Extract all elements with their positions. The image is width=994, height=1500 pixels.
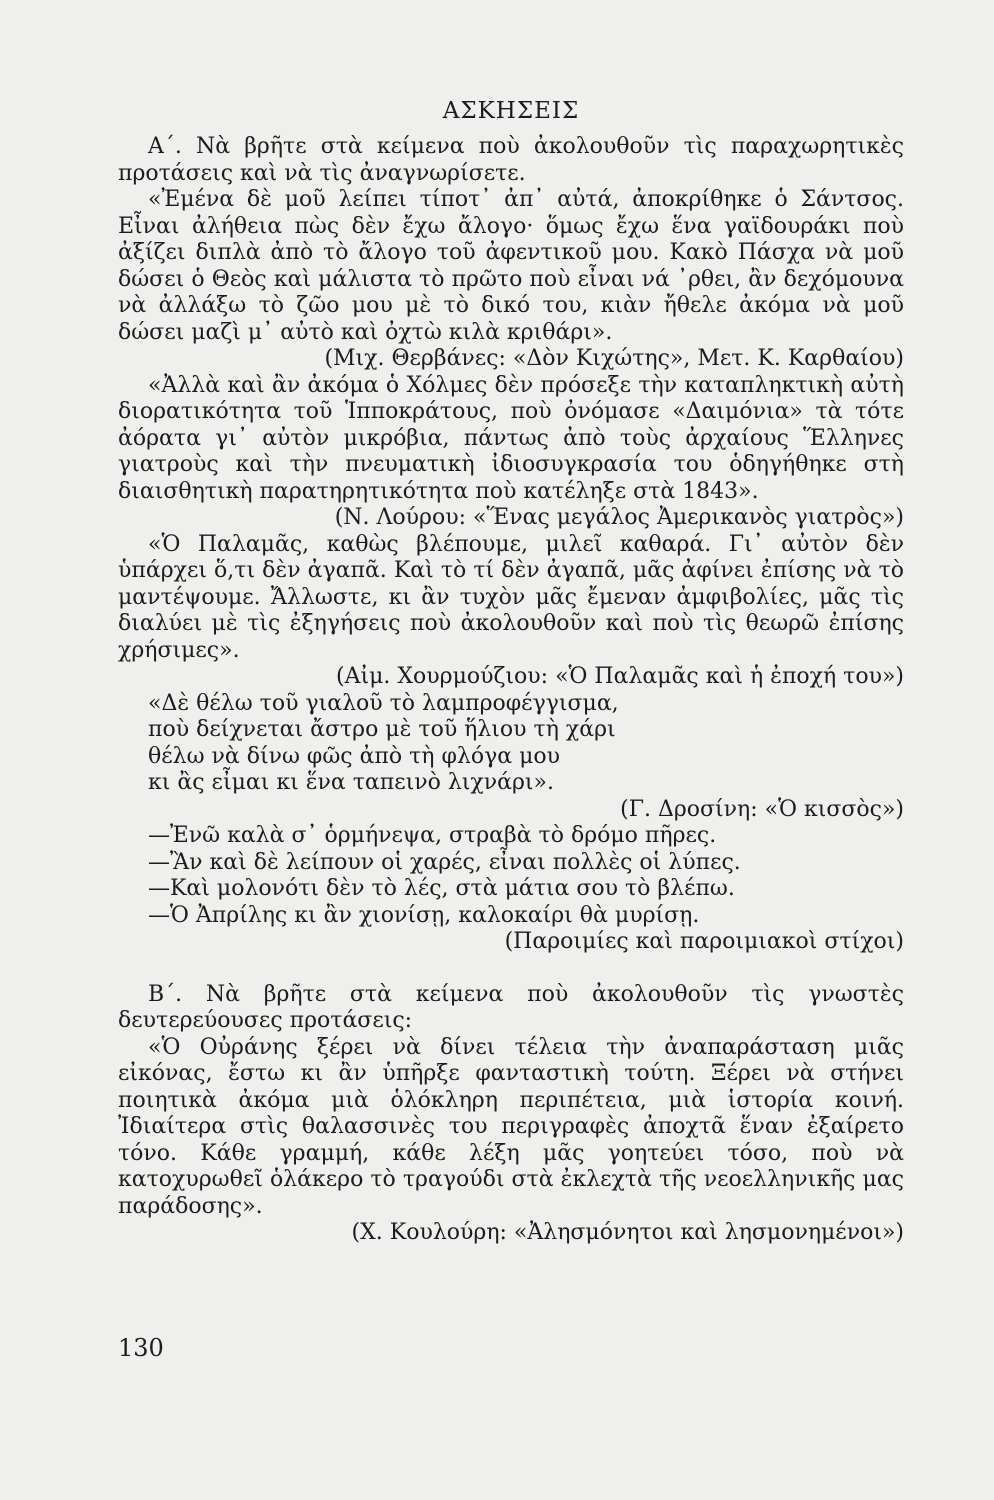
- proverb-line: —Καὶ μολονότι δὲν τὸ λές, στὰ μάτια σου τὸ βλέπω.: [148, 876, 735, 901]
- proverb-line: —Ὁ Ἀπρίλης κι ἂν χιονίσῃ, καλοκαίρι θὰ μυρίσῃ.: [148, 902, 700, 928]
- section-spacer: [118, 956, 904, 982]
- verse-line: κι ἂς εἶμαι κι ἕνα ταπεινὸ λιχνάρι».: [148, 770, 555, 795]
- exercise-a-quote-louros: «Ἀλλὰ καὶ ἂν ἀκόμα ὁ Χόλμες δὲν πρόσεξε τὴν καταπληκτικὴ αὐτὴ διορατικότητα τοῦ Ἱπποκράτους, ποὺ ὀνόμασε «Δαιμόνια» τὰ τότε ἀόρατα γι᾽ αὐτὸν μικρόβια, πάντως ἀπὸ τοὺς ἀρχαίους Ἕλληνες γιατροὺς καὶ τὴν πνευματικὴ ἰδιοσυγκρασία του ὁδηγήθηκε στὴ διαισθητικὴ παρατηρητικότητα ποὺ κατέληξε στὰ 1843».: [118, 372, 904, 504]
- exercise-a-instruction: Α΄. Νὰ βρῆτε στὰ κείμενα ποὺ ἀκολουθοῦν τὶς παραχωρητικὲς προτάσεις καὶ νὰ τὶς ἀναγνωρίσετε.: [118, 134, 904, 186]
- exercise-a-quote-chourmouzios: «Ὁ Παλαμᾶς, καθὼς βλέπουμε, μιλεῖ καθαρά. Γι᾽ αὐτὸν δὲν ὑπάρχει ὅ,τι δὲν ἀγαπᾶ. Καὶ τὸ τί δὲν ἀγαπᾶ, μᾶς ἀφίνει ἐπίσης νὰ τὸ μαντέψουμε. Ἄλλωστε, κι ἂν τυχὸν μᾶς ἔμεναν ἀμφιβολίες, μᾶς τὶς διαλύει μὲ τὶς ἐξηγήσεις ποὺ ἀκολουθοῦν καὶ ποὺ τὶς θεωρῶ ἐπίσης χρήσιμες».: [118, 531, 904, 663]
- exercise-b-quote-ouranis: «Ὁ Οὐράνης ξέρει νὰ δίνει τέλεια τὴν ἀναπαράσταση μιᾶς εἰκόνας, ἔστω κι ἂν ὑπῆρξε φανταστικὴ τούτη. Ξέρει νὰ στήνει ποιητικὰ ἀκόμα μιὰ ὁλόκληρη περιπέτεια, μιὰ ἱστορία κοινή. Ἰδιαίτερα στὶς θαλασσινὲς του περιγραφὲς ἀποχτᾶ ἕναν ἐξαίρετο τόνο. Κάθε γραμμή, κάθε λέξη μᾶς γοητεύει τόσο, ποὺ νὰ κατοχυρωθεῖ ὁλάκερο τὸ τραγούδι στὰ ἐκλεχτὰ τῆς νεοελληνικῆς μας παράδοσης».: [118, 1034, 904, 1219]
- exercise-a-source-drosinis: (Γ. Δροσίνη: «Ὁ κισσὸς»): [620, 796, 904, 822]
- exercise-a-quote-cervantes: «Ἐμένα δὲ μοῦ λείπει τίποτ᾽ ἀπ᾽ αὐτά, ἀποκρίθηκε ὁ Σάντσος. Εἶναι ἀλήθεια πὼς δὲν ἔχω ἄλογο· ὅμως ἔχω ἕνα γαϊδουράκι ποὺ ἀξίζει διπλὰ ἀπὸ τὸ ἄλογο τοῦ ἀφεντικοῦ μου. Κακὸ Πάσχα νὰ μοῦ δώσει ὁ Θεὸς καὶ μάλιστα τὸ πρῶτο ποὺ εἶναι νά ᾽ρθει, ἂν δεχόμουνα νὰ ἀλλάξω τὸ ζῶο μου μὲ τὸ δικό του, κιὰν ἤθελε ἀκόμα νὰ μοῦ δώσει μαζὶ μ᾽ αὐτὸ καὶ ὀχτὼ κιλὰ κριθάρι».: [118, 187, 904, 345]
- page-number: 130: [118, 1334, 164, 1362]
- exercise-a-source-cervantes: (Μιχ. Θερβάνες: «Δὸν Κιχώτης», Μετ. Κ. Καρθαίου): [324, 346, 904, 371]
- proverb-line: —Ἐνῶ καλὰ σ᾽ ὁρμήνεψα, στραβὰ τὸ δρόμο πῆρες.: [148, 823, 717, 848]
- proverb-line: —Ἂν καὶ δὲ λείπουν οἱ χαρές, εἶναι πολλὲς οἱ λύπες.: [148, 849, 741, 875]
- exercise-a-proverbs: [118, 823, 904, 929]
- verse-line: «Δὲ θέλω τοῦ γιαλοῦ τὸ λαμπροφέγγισμα,: [148, 690, 619, 716]
- verse-line: ποὺ δείχνεται ἄστρο μὲ τοῦ ἥλιου τὴ χάρι: [148, 717, 616, 742]
- exercise-b-instruction: Β΄. Νὰ βρῆτε στὰ κείμενα ποὺ ἀκολουθοῦν τὶς γνωστὲς δευτερεύουσες προτάσεις:: [118, 981, 904, 1033]
- exercise-a-verse: [118, 691, 904, 797]
- exercise-a-source-louros: (Ν. Λούρου: «Ἕνας μεγάλος Ἀμερικανὸς γιατρὸς»): [334, 505, 904, 530]
- exercise-a-source-proverbs: (Παροιμίες καὶ παροιμιακοὶ στίχοι): [504, 929, 904, 954]
- verse-line: θέλω νὰ δίνω φῶς ἀπὸ τὴ φλόγα μου: [148, 743, 560, 769]
- page-title: ΑΣΚΗΣΕΙΣ: [442, 98, 580, 124]
- exercise-b-source-koulouris: (Χ. Κουλούρη: «Ἀλησμόνητοι καὶ λησμονημένοι»): [351, 1220, 904, 1245]
- exercise-a-source-chourmouzios: (Αἰμ. Χουρμούζιου: «Ὁ Παλαμᾶς καὶ ἡ ἐποχή του»): [335, 664, 904, 689]
